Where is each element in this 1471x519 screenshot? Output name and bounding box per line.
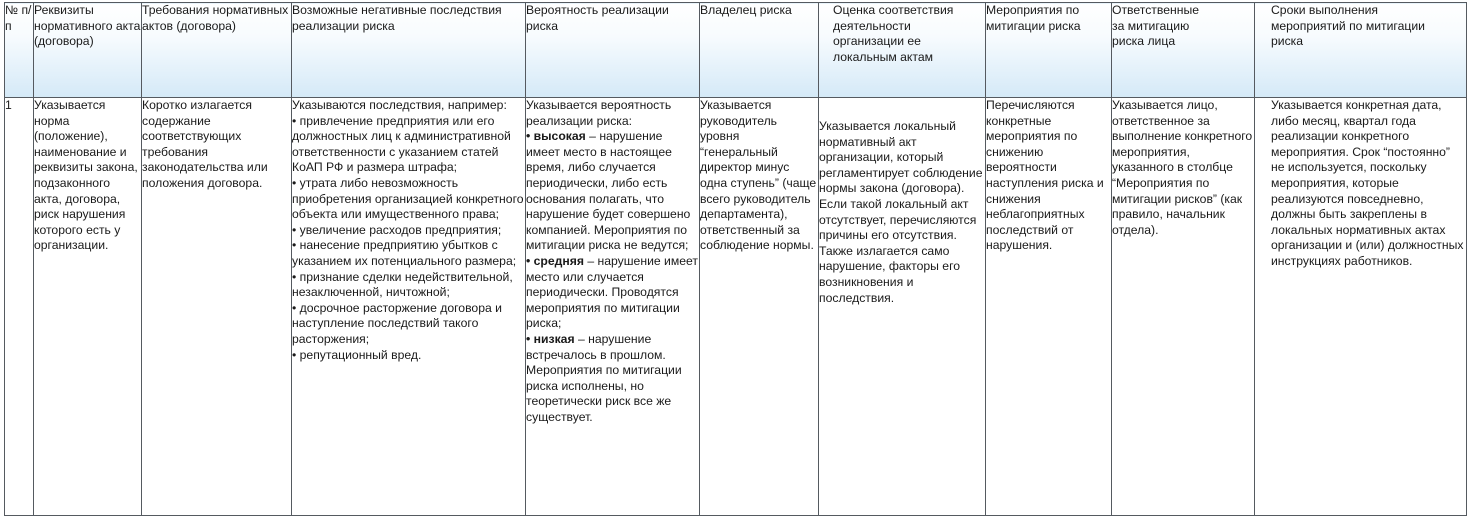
cell-consequences: [292, 98, 526, 516]
header-row: [5, 3, 1467, 98]
probability-high: [526, 129, 699, 254]
consequence-item: • увеличение расходов предприятия;: [292, 222, 502, 237]
header-number: № п/п: [5, 3, 34, 98]
probability-low-text: – нарушение встречалось в прошлом. Мероприятия по митигации риска исполнены, но теоретически риск все же существует.: [526, 331, 682, 424]
probability-medium: [526, 254, 699, 332]
consequence-item: • признание сделки недействительной, незаключенной, ничтожной;: [292, 269, 513, 300]
probability-medium-text: – нарушение имеет место или случается периодически. Проводятся мероприятия по митигации риска;: [526, 253, 698, 331]
header-deadlines: Сроки выполнения мероприятий по митигации риска: [1255, 3, 1467, 98]
table-header: [5, 3, 1467, 98]
table-row: [5, 98, 1467, 516]
probability-high-label: • высокая: [526, 129, 586, 144]
cell-owner: Указывается руководитель уровня “генеральный директор минус одна ступень” (чаще всего руководитель департамента), ответственный за соблюдение нормы.: [700, 98, 819, 516]
probability-low-label: • низкая: [526, 331, 575, 346]
header-probability: Вероятность реализации риска: [526, 3, 700, 98]
consequence-item: • утрата либо невозможность приобретения организацией конкретного объекта или имущественного права;: [292, 175, 524, 222]
consequence-item: • привлечение предприятия или его должностных лиц к административной ответственности с указанием статей КоАП РФ и размера штрафа;: [292, 113, 511, 175]
cell-requirements: Коротко излагается содержание соответствующих требования законодательства или положения договора.: [142, 98, 292, 516]
cell-number: 1: [5, 98, 34, 516]
header-owner: Владелец риска: [700, 3, 819, 98]
header-measures: Мероприятия по митигации риска: [986, 3, 1112, 98]
cell-probability: [526, 98, 700, 516]
header-assessment: Оценка соответствия деятельности организации ее локальным актам: [819, 3, 986, 98]
consequence-item: • досрочное расторжение договора и наступление последствий такого расторжения;: [292, 300, 502, 346]
risk-register-table: [4, 2, 1467, 516]
probability-intro: Указывается вероятность реализации риска:: [526, 98, 672, 128]
header-requirements: Требования нормативных актов (договора): [142, 3, 292, 98]
table-body: [5, 98, 1467, 516]
header-consequences: Возможные негативные последствия реализации риска: [292, 3, 526, 98]
consequence-item: • нанесение предприятию убытков с указанием их потенциального размера;: [292, 238, 517, 268]
cell-responsible: Указывается лицо, ответственное за выполнение конкретного мероприятия, указанного в столбце “Мероприятия по митигации рисков” (как правило, начальник отдела).: [1112, 98, 1255, 516]
header-responsible: Ответственные за митигацию риска лица: [1112, 3, 1255, 98]
consequence-item: • репутационный вред.: [292, 347, 422, 362]
probability-high-text: – нарушение имеет место в настоящее время, либо случается периодически, либо есть основания полагать, что нарушение будет совершено компанией. Мероприятия по митигации риска не ведутся;: [526, 129, 691, 253]
cell-assessment: Указывается локальный нормативный акт организации, который регламентирует соблюдение нормы закона (договора). Если такой локальный акт отсутствует, перечисляются причины его отсутствия. Также излагается само нарушение, факторы его возникновения и последствия.: [819, 98, 986, 516]
cell-requisites: Указывается норма (положение), наименование и реквизиты закона, подзаконного акта, договора, риск нарушения которого есть у организации.: [34, 98, 142, 516]
probability-low: [526, 332, 699, 426]
cell-measures: Перечисляются конкретные мероприятия по снижению вероятности наступления риска и снижения неблагоприятных последствий от нарушения.: [986, 98, 1112, 516]
probability-medium-label: • средняя: [526, 253, 584, 268]
header-requisites: Реквизиты нормативного акта (договора): [34, 3, 142, 98]
cell-deadlines: Указывается конкретная дата, либо месяц, квартал года реализации конкретного мероприятия. Срок “постоянно” не используется, поскольку мероприятия, которые реализуются повседневно, должны быть закреплены в локальных нормативных актах организации и (или) должностных инструкциях работников.: [1255, 98, 1467, 516]
consequences-intro: Указываются последствия, например:: [292, 98, 507, 112]
